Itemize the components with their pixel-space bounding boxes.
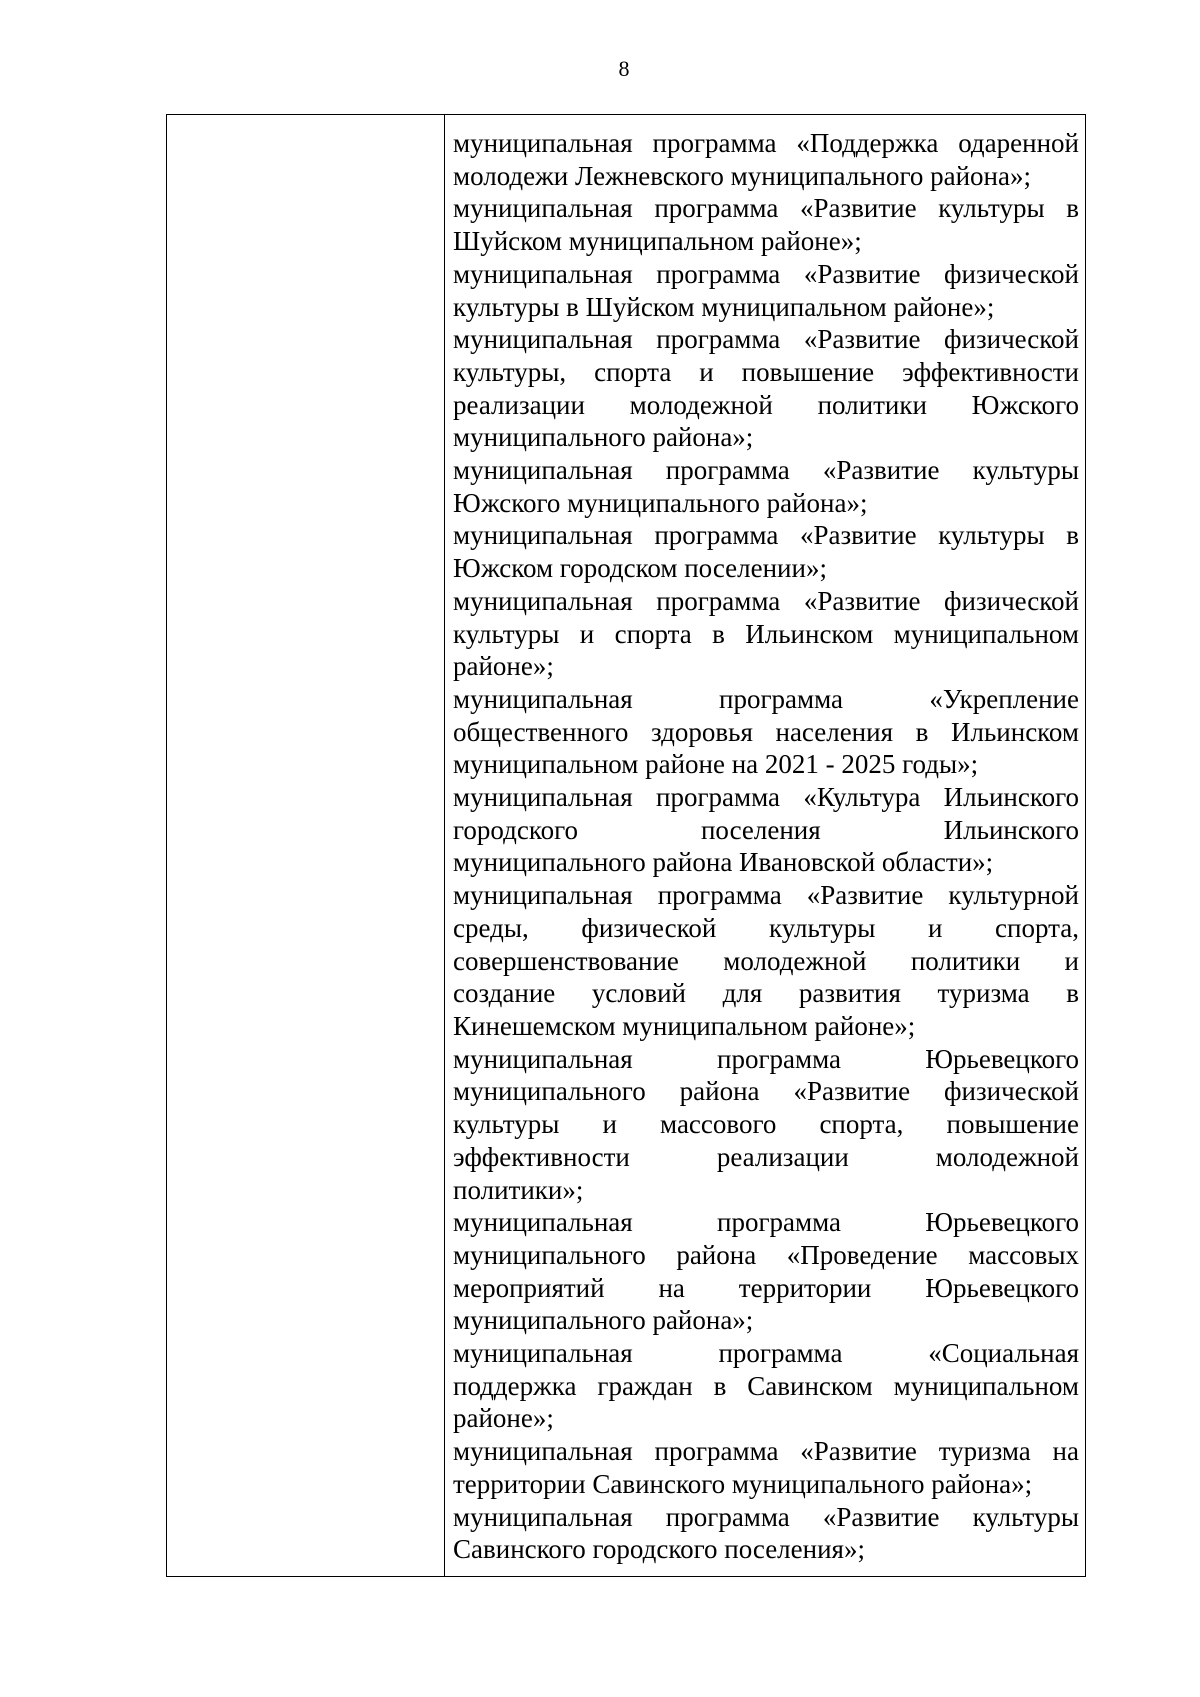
program-line: создание условий для развития туризма в	[453, 978, 1079, 1009]
program-line: муниципальная программа «Развитие физической	[453, 585, 1079, 616]
program-line: культуры, спорта и повышение эффективности	[453, 356, 1079, 387]
program-line: муниципальная программа «Развитие культуры в	[453, 520, 1079, 551]
program-item	[453, 454, 1079, 519]
program-line: муниципальная программа Юрьевецкого	[453, 1043, 1079, 1074]
program-line: территории Савинского муниципального района»;	[453, 1468, 1033, 1499]
table-right-cell	[445, 115, 1085, 1576]
program-line: Южском городском поселении»;	[453, 553, 827, 584]
program-line: муниципальная программа «Развитие культуры в	[453, 193, 1079, 224]
program-item	[453, 192, 1079, 257]
program-line: муниципального района Ивановской области»;	[453, 847, 994, 878]
program-item	[453, 1206, 1079, 1337]
program-line: Кинешемском муниципальном районе»;	[453, 1010, 916, 1041]
page-number: 8	[618, 56, 630, 81]
program-line: политики»;	[453, 1174, 584, 1205]
table-left-cell	[167, 115, 445, 1576]
program-line: эффективности реализации молодежной	[453, 1141, 1079, 1172]
program-line: городского поселения Ильинского	[453, 814, 1079, 845]
program-line: муниципальная программа «Развитие культуры	[453, 1501, 1079, 1532]
program-line: муниципальная программа «Развитие культурной	[453, 880, 1079, 911]
program-line: общественного здоровья населения в Ильинском	[453, 716, 1079, 747]
program-line: культуры и массового спорта, повышение	[453, 1109, 1079, 1140]
program-line: мероприятий на территории Юрьевецкого	[453, 1272, 1079, 1303]
program-line: среды, физической культуры и спорта,	[453, 912, 1079, 943]
program-line: муниципальная программа «Развитие культуры	[453, 455, 1079, 486]
program-item	[453, 879, 1079, 1043]
program-line: Шуйском муниципальном районе»;	[453, 226, 862, 257]
program-line: районе»;	[453, 651, 554, 682]
program-line: муниципальная программа «Культура Ильинского	[453, 782, 1079, 813]
program-item	[453, 127, 1079, 192]
program-line: Южского муниципального района»;	[453, 487, 868, 518]
program-line: муниципальная программа «Укрепление	[453, 683, 1079, 714]
program-line: муниципальная программа «Развитие туризма на	[453, 1436, 1079, 1467]
programs-table	[166, 114, 1086, 1577]
program-list	[453, 127, 1079, 1566]
program-line: реализации молодежной политики Южского	[453, 389, 1079, 420]
program-line: муниципальная программа «Социальная	[453, 1338, 1079, 1369]
program-line: муниципального района»;	[453, 1305, 754, 1336]
program-line: муниципального района «Развитие физической	[453, 1076, 1079, 1107]
program-line: муниципального района «Проведение массовых	[453, 1239, 1079, 1270]
program-line: молодежи Лежневского муниципального района»;	[453, 160, 1031, 191]
program-item	[453, 323, 1079, 454]
program-line: районе»;	[453, 1403, 554, 1434]
program-line: муниципальная программа «Поддержка одаренной	[453, 128, 1079, 158]
program-item	[453, 585, 1079, 683]
program-line: муниципальная программа «Развитие физической	[453, 258, 1079, 289]
program-item	[453, 519, 1079, 584]
program-line: поддержка граждан в Савинском муниципальном	[453, 1370, 1079, 1401]
program-item	[453, 1337, 1079, 1435]
program-item	[453, 1043, 1079, 1207]
program-item	[453, 683, 1079, 781]
program-line: муниципальная программа «Развитие физической	[453, 324, 1079, 355]
program-line: муниципального района»;	[453, 422, 754, 453]
program-item	[453, 1435, 1079, 1500]
program-line: культуры и спорта в Ильинском муниципальном	[453, 618, 1079, 649]
program-item	[453, 258, 1079, 323]
program-line: Савинского городского поселения»;	[453, 1534, 865, 1565]
program-line: муниципальная программа Юрьевецкого	[453, 1207, 1079, 1238]
program-item	[453, 1501, 1079, 1566]
program-item	[453, 781, 1079, 879]
program-line: совершенствование молодежной политики и	[453, 945, 1079, 976]
program-line: муниципальном районе на 2021 - 2025 годы»;	[453, 749, 979, 780]
program-line: культуры в Шуйском муниципальном районе»;	[453, 291, 995, 322]
